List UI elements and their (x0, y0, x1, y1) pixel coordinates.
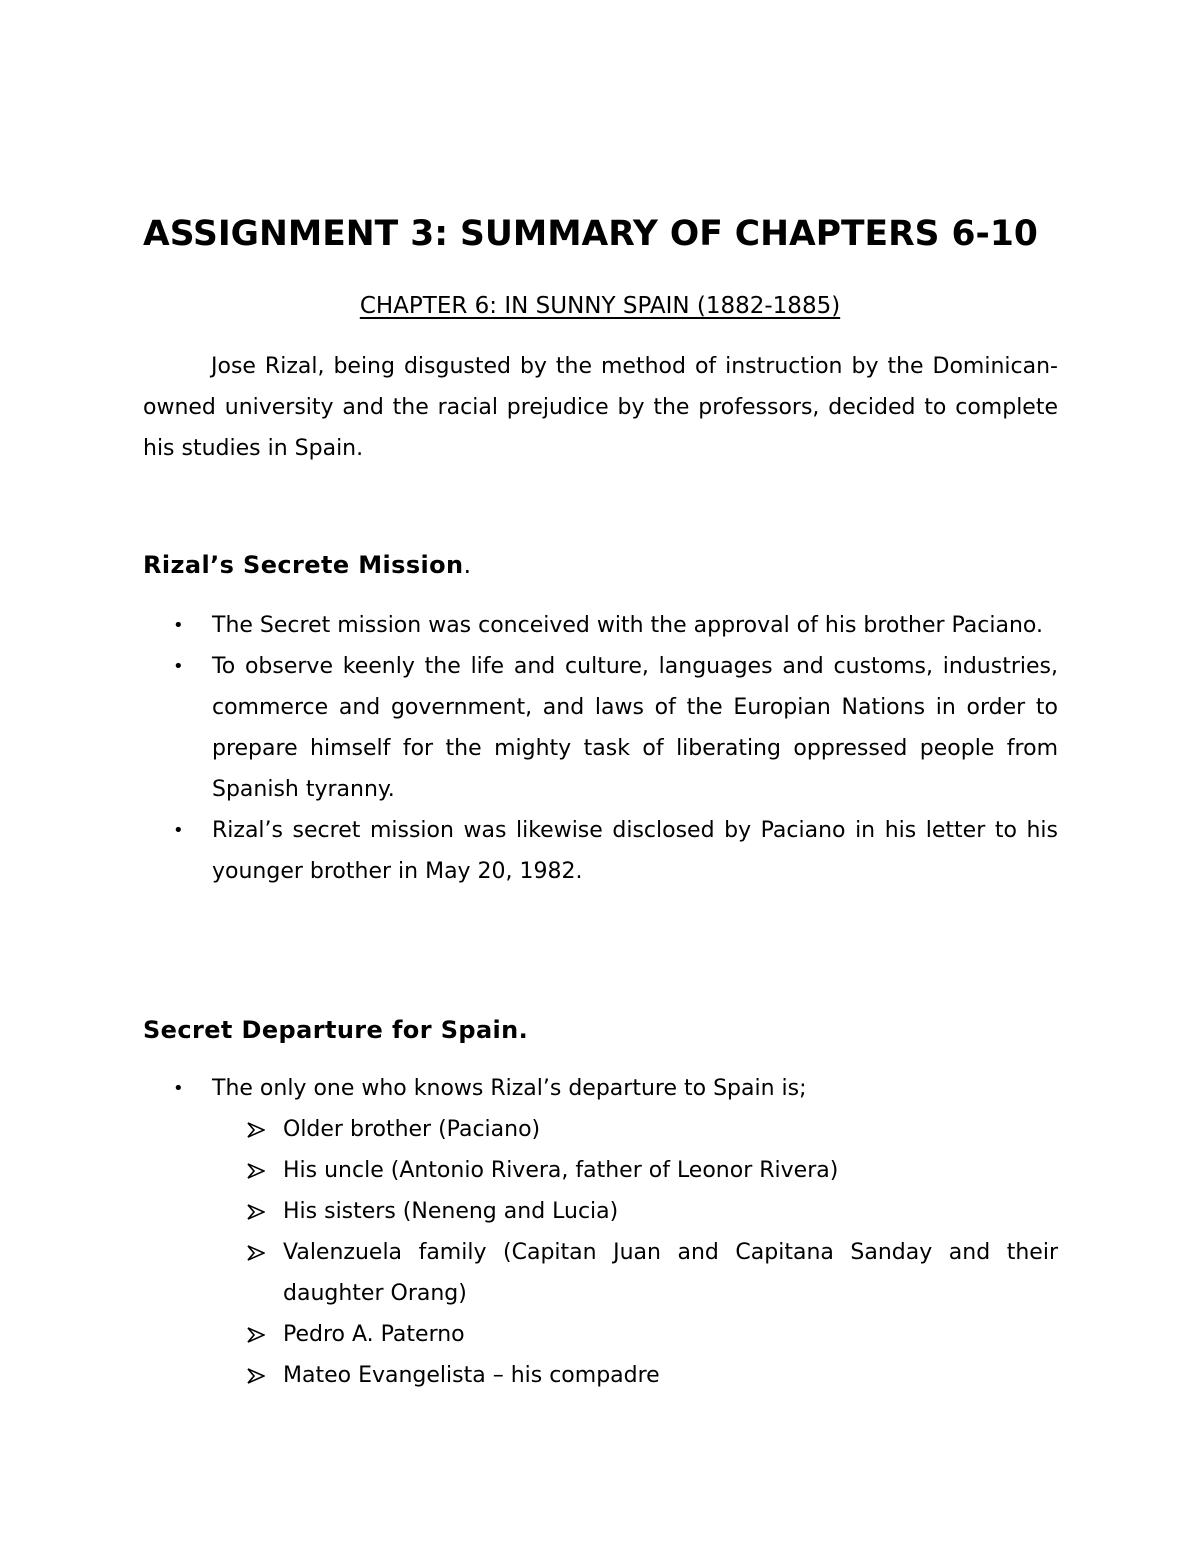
list-item (0, 646, 1058, 810)
secret-departure-list (0, 1068, 1058, 1396)
secret-mission-list (0, 605, 1058, 892)
list-item-text: The only one who knows Rizal’s departure to Spain is; (212, 1076, 807, 1101)
list-item-text: To observe keenly the life and culture, languages and customs, industries, commerce and government, and laws of the Europian Nations in order to prepare himself for the mighty task of liberating oppressed people from Spanish tyranny. (212, 654, 1058, 802)
sub-list-item-text: Pedro A. Paterno (283, 1322, 465, 1347)
arrowhead-icon (247, 1162, 265, 1180)
chapter-heading: CHAPTER 6: IN SUNNY SPAIN (1882-1885) (359, 293, 841, 319)
section-heading-period: . (463, 551, 472, 579)
sub-list-item-text: Mateo Evangelista – his compadre (283, 1363, 660, 1388)
sub-list-item-text: His uncle (Antonio Rivera, father of Leonor Rivera) (283, 1158, 839, 1183)
bullet-dot-icon: • (173, 656, 184, 677)
list-item (0, 605, 1058, 646)
section-heading-secret-departure: Secret Departure for Spain. (143, 1016, 529, 1044)
arrowhead-icon (247, 1121, 265, 1139)
list-item (0, 1068, 1058, 1109)
list-item-text: Rizal’s secret mission was likewise disclosed by Paciano in his letter to his younger brother in May 20, 1982. (212, 818, 1058, 884)
bullet-dot-icon: • (173, 820, 184, 841)
document-title: ASSIGNMENT 3: SUMMARY OF CHAPTERS 6-10 (143, 214, 1038, 254)
sub-list-item (0, 1232, 1058, 1314)
arrowhead-icon (247, 1326, 265, 1344)
sub-list-item (0, 1314, 1058, 1355)
list-item-text: The Secret mission was conceived with the approval of his brother Paciano. (212, 613, 1043, 638)
list-item (0, 810, 1058, 892)
intro-paragraph (143, 346, 1058, 469)
sub-list-item (0, 1355, 1058, 1396)
section-heading-text: Rizal’s Secrete Mission (143, 551, 464, 579)
sub-list-item (0, 1191, 1058, 1232)
bullet-dot-icon: • (173, 1078, 184, 1099)
arrowhead-icon (247, 1244, 265, 1262)
sub-list-item (0, 1109, 1058, 1150)
arrowhead-icon (247, 1203, 265, 1221)
arrowhead-icon (247, 1367, 265, 1385)
bullet-dot-icon: • (173, 615, 184, 636)
sub-list-item (0, 1150, 1058, 1191)
intro-text: Jose Rizal, being disgusted by the method of instruction by the Dominican-owned university and the racial prejudice by the professors, decided to complete his studies in Spain. (143, 354, 1058, 461)
sub-list-item-text: Older brother (Paciano) (283, 1117, 541, 1142)
sub-list-item-text: Valenzuela family (Capitan Juan and Capitana Sanday and their daughter Orang) (283, 1240, 1058, 1306)
section-heading-secret-mission (143, 545, 472, 585)
sub-list-item-text: His sisters (Neneng and Lucia) (283, 1199, 619, 1224)
